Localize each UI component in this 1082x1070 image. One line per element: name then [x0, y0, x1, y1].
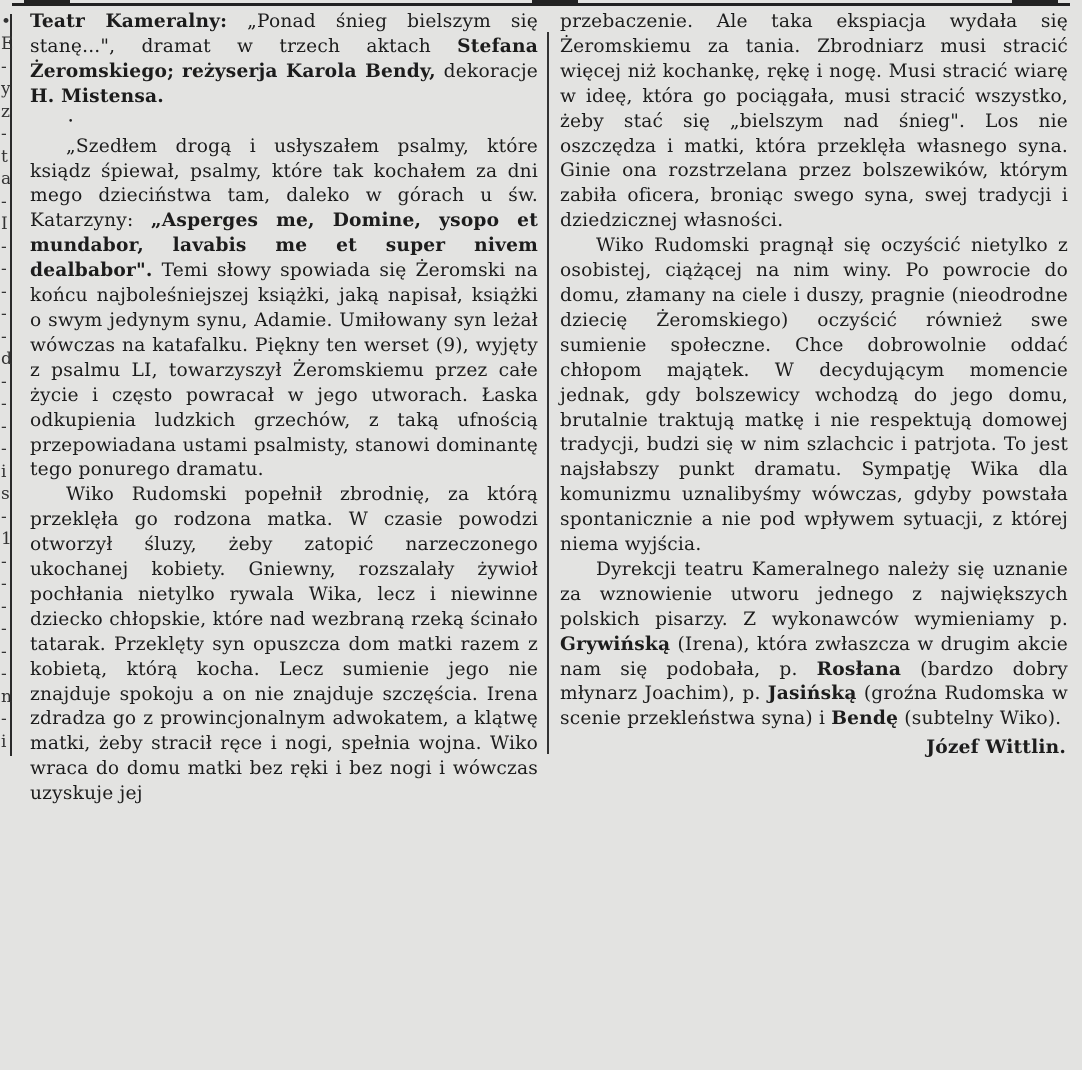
margin-glyph: t [1, 147, 8, 167]
margin-glyph: y [1, 79, 11, 99]
heading-author: Stefana Żeromskiego; [30, 35, 538, 82]
margin-glyph: - [1, 439, 7, 459]
margin-glyph: - [1, 394, 7, 414]
margin-glyph: - [1, 57, 7, 77]
margin-glyph: - [1, 574, 7, 594]
heading-director: reżyserja Karola Bendy, [182, 60, 436, 82]
margin-glyph: - [1, 709, 7, 729]
heading-title: „Ponad śnieg bielszym się stanę...", dramat w trzech aktach [30, 11, 538, 57]
margin-glyph: - [1, 417, 7, 437]
margin-glyph: a [1, 169, 12, 189]
margin-glyph: - [1, 664, 7, 684]
column-left [30, 10, 538, 807]
latin-quote: „Asperges me, Domine, ysopo et mundabor, lavabis me et super nivem dealbabor". [30, 210, 539, 282]
margin-glyph: I [1, 214, 8, 234]
margin-glyph: - [1, 124, 7, 144]
margin-glyph: - [1, 597, 7, 617]
margin-glyph: 1 [1, 529, 12, 549]
margin-glyph: - [1, 327, 7, 347]
review-heading [30, 10, 538, 110]
margin-glyph: - [1, 642, 7, 662]
heading-decor-name: H. Mistensa. [30, 85, 164, 107]
actor-name: Bendę [831, 708, 899, 730]
rule-mark [532, 0, 578, 3]
heading-venue: Teatr Kameralny: [30, 11, 228, 32]
margin-glyph: s [1, 484, 10, 504]
margin-glyph: - [1, 507, 7, 527]
top-rule [12, 0, 1070, 6]
author-signature: Józef Wittlin. [926, 737, 1066, 759]
margin-glyph: d [1, 349, 12, 369]
margin-glyph: - [1, 619, 7, 639]
actor-name: Jasińską [767, 683, 857, 705]
margin-glyph: E [1, 34, 14, 54]
actor-name: Rosłana [816, 658, 902, 680]
margin-glyph: - [1, 552, 7, 572]
separator-dot [30, 110, 538, 135]
column-divider [547, 32, 549, 754]
margin-glyph: - [1, 192, 7, 212]
actor-name: Grywińską [560, 633, 671, 655]
margin-glyph: - [1, 259, 7, 279]
margin-glyph: z [1, 102, 10, 122]
margin-glyph: - [1, 237, 7, 257]
paragraph-4: Dyrekcji teatru Kameralnego należy się uznanie za wznowienie utworu jednego z największych polskich pisarzy. Z wykonawców wymieniamy p. Grywińską (Irena), która zwłaszcza w drugim akcie nam się podobała, p. Rosłana (bardzo dobry młynarz Joachim), p. Jasińską (groźna Rudomska w scenie przekleństwa syna) i Bendę (subtelny Wiko). [560, 558, 1068, 730]
margin-glyph: i [1, 462, 7, 482]
paragraph-2-continued: przebaczenie. Ale taka ekspiacja wydała się Żeromskiemu za tania. Zbrodniarz musi stracić więcej niż kochankę, rękę i nogę. Musi stracić wiarę w ideę, która go pociągała, musi stracić wszystko, żeby stać się „bielszym nad śnieg". Los nie oszczędza i matki, która przeklęła własnego syna. Ginie ona rozstrzelana przez bolszewików, którym zabiła oficera, broniąc swego syna, swej tradycji i dziedzicznej własności. [560, 11, 1068, 232]
margin-glyph: n [1, 687, 12, 707]
paragraph-2: Wiko Rudomski popełnił zbrodnię, za którą przeklęła go rodzona matka. W czasie powodzi otworzył śluzy, żeby zatopić narzeczonego ukochanej kobiety. Gniewny, rozszalały żywioł pochłania nietylko rywala Wika, lecz i niewinne dziecko chłopskie, które nad wezbraną rzeką ścinało tatarak. Przeklęty syn opuszcza dom matki razem z kobietą, którą kocha. Lecz sumienie jego nie znajduje spokoju a on nie znajduje szczęścia. Irena zdradza go z prowincjonalnym adwokatem, a klątwę matki, żeby stracił ręce i nogi, spełnia wojna. Wiko wraca do domu matki bez ręki i bez nogi i wówczas uzyskuje jej [30, 484, 538, 805]
margin-glyph: - [1, 372, 7, 392]
margin-glyph: • [1, 12, 12, 32]
previous-column-edge [0, 14, 12, 756]
column-right [560, 10, 1068, 761]
margin-glyph: - [1, 282, 7, 302]
heading-decor-prefix: dekoracje [435, 60, 538, 82]
paragraph-3: Wiko Rudomski pragnął się oczyścić nietylko z osobistej, ciążącej na nim winy. Po powrocie do domu, złamany na ciele i duszy, pragnie (nieodrodne dziecię Żeromskiego) oczyścić również swe sumienie społeczne. Chce dobrowolnie oddać chłopom majątek. W decydującym momencie jednak, gdy bolszewicy wchodzą do jego domu, brutalnie traktują matkę i nie respektują domowej tradycji, budzi się w nim szlachcic i patrjota. To jest najsłabszy punkt dramatu. Sympatję Wika dla komunizmu uznalibyśmy wówczas, gdyby powstała spontanicznie a nie pod wpływem sytuacji, z której niema wyjścia. [560, 235, 1068, 556]
paragraph-1: „Szedłem drogą i usłyszałem psalmy, które ksiądz śpiewał, psalmy, które tak kochałem za dni mego dzieciństwa tam, daleko w górach u św. Katarzyny: „Asperges me, Domine, ysopo et mundabor, lavabis me et super nivem dealbabor". Temi słowy spowiada się Żeromski na końcu najboleśniejszej książki, jaką napisał, książki o swym jedynym synu, Adamie. Umiłowany syn leżał wówczas na katafalku. Piękny ten werset (9), wyjęty z psalmu LI, towarzyszył Żeromskiemu przez całe życie i często powracał w jego utworach. Łaska odkupienia ludzkich grzechów, z taką ufnością przepowiadana ustami psalmisty, stanowi dominantę tego ponurego dramatu. [30, 135, 539, 481]
rule-mark [24, 0, 70, 3]
margin-glyph: i [1, 732, 7, 752]
margin-glyph: - [1, 304, 7, 324]
rule-mark [1012, 0, 1058, 3]
